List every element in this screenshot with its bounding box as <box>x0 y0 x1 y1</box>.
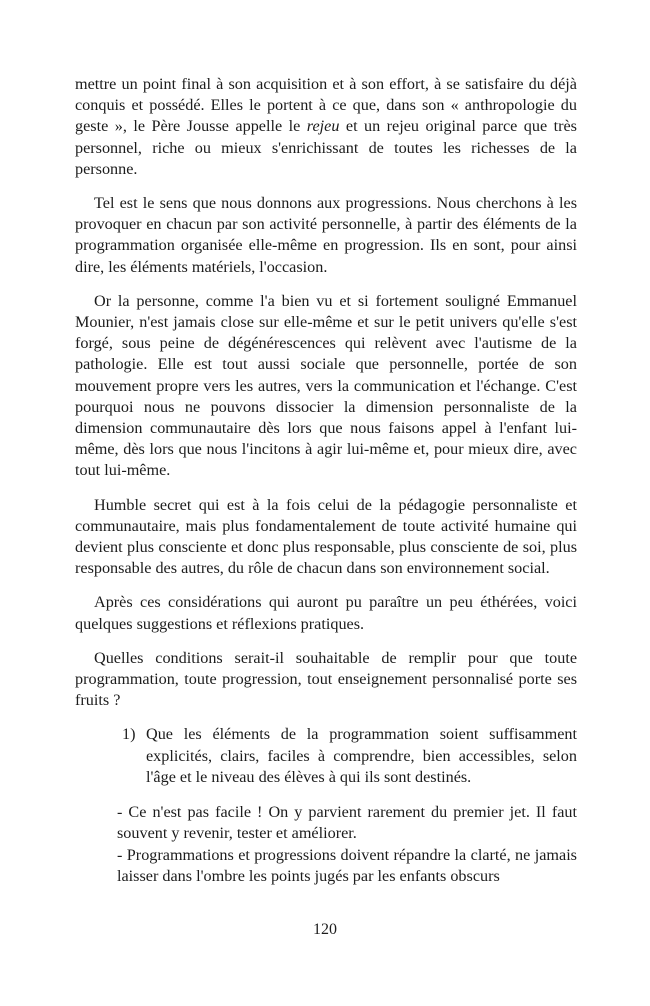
numbered-item <box>122 724 577 788</box>
paragraph-5: Après ces considérations qui auront pu paraître un peu éthérées, voici quelques suggestions et réflexions pratiques. <box>75 593 577 633</box>
paragraph-1-italic-word: rejeu <box>306 117 340 136</box>
paragraph-1-start: mettre un point final à son acquisition et à son effort, à se satisfaire du déjà conquis et possédé. Elles le portent à ce que, dans son « anthropologie du geste », le Père Jousse appelle le <box>75 75 577 136</box>
paragraph-2: Tel est le sens que nous donnons aux progressions. Nous cherchons à les provoquer en chacun par son activité personnelle, à partir des éléments de la programmation organisée elle-même en progression. Ils en sont, pour ainsi dire, les éléments matériels, l'occasion. <box>75 194 577 276</box>
paragraph-1-end: et un rejeu original parce que très personnel, riche ou mieux s'enrichissant de toutes les richesses de la personne. <box>75 117 577 178</box>
numbered-item-number: 1) <box>122 725 136 744</box>
dash-line-2: - Programmations et progressions doivent répandre la clarté, ne jamais laisser dans l'ombre les points jugés par les enfants obscurs <box>117 845 577 885</box>
paragraph-1 <box>75 74 577 180</box>
numbered-item-text: Que les éléments de la programmation soient suffisamment explicités, clairs, faciles à comprendre, bien accessibles, selon l'âge et le niveau des élèves à qui ils sont destinés. <box>146 725 577 786</box>
paragraph-3: Or la personne, comme l'a bien vu et si fortement souligné Emmanuel Mounier, n'est jamais close sur elle-même et sur le petit univers qu'elle s'est forgé, sous peine de dégénérescences qui relèvent avec l'autisme de la pathologie. Elle est tout aussi sociale que personnelle, portée de son mouvement propre vers les autres, vers la communication et l'échange. C'est pourquoi nous ne pouvons dissocier la dimension personnaliste de la dimension communautaire dès lors que nous faisons appel à l'enfant lui-même, dès lors que nous l'incitons à agir lui-même et, pour mieux dire, avec tout lui-même. <box>75 291 577 480</box>
page-body <box>75 74 577 887</box>
paragraph-4: Humble secret qui est à la fois celui de la pédagogie personnaliste et communautaire, mais plus fondamentalement de toute activité humaine qui devient plus consciente et donc plus responsable, plus consciente de soi, plus responsable des autres, du rôle de chacun dans son environnement social. <box>75 495 577 578</box>
dash-line-1: - Ce n'est pas facile ! On y parvient rarement du premier jet. Il faut souvent y revenir, tester et améliorer. <box>117 803 577 843</box>
page-number: 120 <box>313 921 337 938</box>
paragraph-6: Quelles conditions serait-il souhaitable de remplir pour que toute programmation, toute progression, tout enseignement personnalisé porte ses fruits ? <box>75 648 577 710</box>
